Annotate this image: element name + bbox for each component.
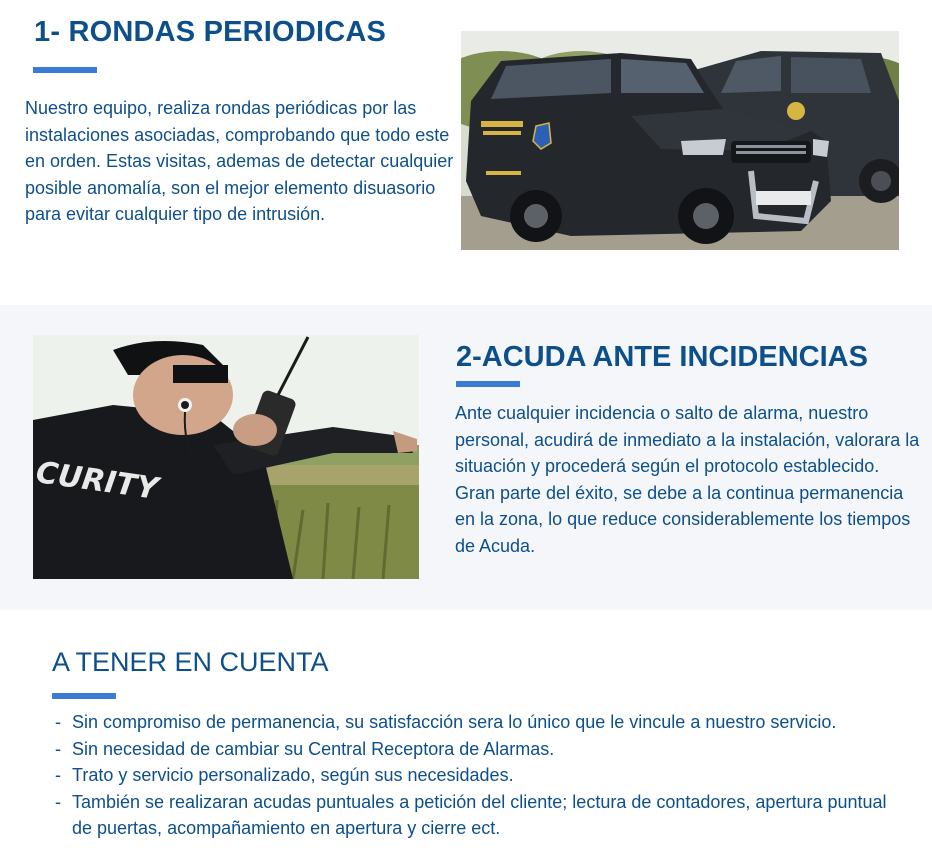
list-item-text: También se realizaran acudas puntuales a petición del cliente; lectura de contadores, apertura puntual de puertas, acompañamiento en apertura y cierre ect. xyxy=(72,791,887,838)
section-2-title: 2-ACUDA ANTE INCIDENCIAS xyxy=(456,341,868,373)
section-2-text-paragraph-1: Ante cualquier incidencia o salto de alarma, nuestro personal, acudirá de inmediato a la instalación, valorara la situación y procederá según el protocolo establecido. xyxy=(455,403,920,476)
bullet-dash: - xyxy=(55,712,61,732)
section-a-tener-en-cuenta xyxy=(0,610,932,856)
section-2-text-paragraph-2: Gran parte del éxito, se debe a la continua permanencia en la zona, lo que reduce considerablemente los tiempos de Acuda. xyxy=(455,482,911,556)
considerations-list xyxy=(50,709,890,842)
security-guard-photo xyxy=(33,335,419,579)
section-3-title: A TENER EN CUENTA xyxy=(52,647,329,677)
list-item-text: Sin necesidad de cambiar su Central Receptora de Alarmas. xyxy=(72,738,555,759)
list-item xyxy=(50,789,890,842)
list-item xyxy=(50,762,890,789)
title-underline xyxy=(52,693,116,699)
section-2-text xyxy=(455,400,925,559)
section-acuda-incidencias xyxy=(0,305,932,610)
title-underline xyxy=(456,381,520,387)
photo-back-text: CURITY xyxy=(33,455,161,507)
section-1-title: 1- RONDAS PERIODICAS xyxy=(34,16,387,48)
bullet-dash: - xyxy=(55,738,61,759)
section-rondas-periodicas xyxy=(0,0,932,305)
bullet-dash: - xyxy=(55,791,61,812)
list-item xyxy=(50,736,890,763)
title-underline xyxy=(33,67,97,73)
patrol-cars-photo xyxy=(461,31,899,250)
list-item xyxy=(50,709,890,736)
list-item-text: Trato y servicio personalizado, según sus necesidades. xyxy=(72,765,514,785)
list-item-text: Sin compromiso de permanencia, su satisfacción sera lo único que le vincule a nuestro servicio. xyxy=(72,712,837,732)
section-1-text: Nuestro equipo, realiza rondas periódicas por las instalaciones asociadas, comprobando que todo este en orden. Estas visitas, ademas de detectar cualquier posible anomalía, son el mejor elemento disuasorio para evitar cualquier tipo de intrusión. xyxy=(25,98,454,224)
bullet-dash: - xyxy=(55,765,61,785)
